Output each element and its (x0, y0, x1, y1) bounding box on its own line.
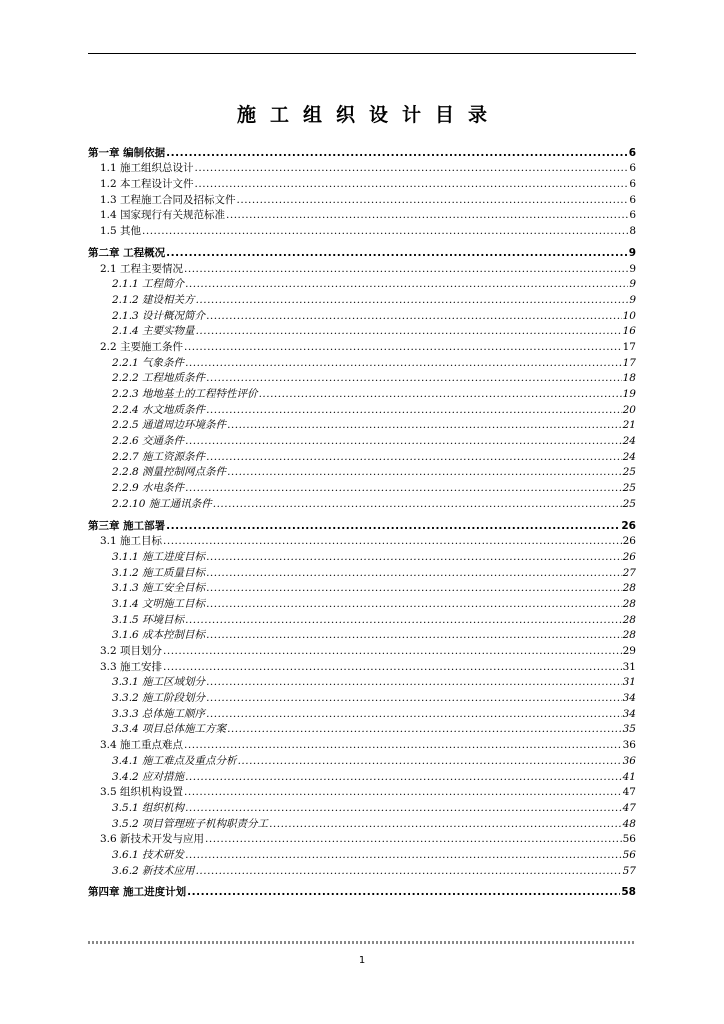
toc-dot-leader (227, 465, 622, 479)
toc-entry-title: 3.5 组织机构设置 (100, 786, 184, 799)
toc-entry-title: 3.1.4 文明施工目标 (112, 597, 206, 610)
toc-entry-page: 25 (622, 497, 636, 510)
footer-rule (88, 941, 636, 944)
toc-chapter-entry[interactable] (88, 884, 636, 900)
toc-dot-leader (184, 262, 628, 276)
toc-dot-leader (195, 177, 629, 191)
toc-dot-leader (184, 785, 622, 799)
toc-dot-leader (227, 418, 622, 432)
toc-entry-page: 48 (622, 817, 636, 830)
toc-dot-leader (196, 864, 622, 878)
toc-entry-page: 6 (629, 162, 636, 175)
toc-entry-title: 第二章 工程概况 (88, 246, 166, 259)
toc-entry-page: 24 (622, 435, 636, 448)
toc-dot-leader (206, 450, 622, 464)
toc-entry-page: 58 (621, 886, 636, 899)
toc-dot-leader (185, 481, 622, 495)
toc-dot-leader (196, 293, 629, 307)
toc-entry-title: 第四章 施工进度计划 (88, 886, 187, 899)
toc-dot-leader (185, 801, 622, 815)
toc-subsection-entry[interactable] (88, 689, 636, 705)
toc-section-entry[interactable] (88, 533, 636, 549)
toc-dot-leader (206, 675, 622, 689)
toc-subsection-entry[interactable] (88, 815, 636, 831)
toc-entry-page: 34 (622, 692, 636, 705)
toc-dot-leader (185, 434, 622, 448)
toc-entry-page: 9 (629, 293, 636, 306)
toc-entry-page: 47 (622, 786, 636, 799)
toc-entry-title: 3.3.1 施工区域划分 (112, 676, 206, 689)
toc-entry-title: 1.2 本工程设计文件 (100, 178, 194, 191)
toc-entry-title: 3.3.3 总体施工顺序 (112, 707, 206, 720)
toc-subsection-entry[interactable] (88, 705, 636, 721)
toc-dot-leader (166, 146, 628, 160)
toc-dot-leader (166, 519, 620, 533)
toc-subsection-entry[interactable] (88, 721, 636, 737)
toc-entry-title: 3.5.2 项目管理班子机构职责分工 (112, 817, 269, 830)
toc-dot-leader (185, 356, 622, 370)
toc-subsection-entry[interactable] (88, 448, 636, 464)
toc-entry-page: 9 (629, 262, 636, 275)
toc-subsection-entry[interactable] (88, 401, 636, 417)
toc-dot-leader (185, 277, 628, 291)
toc-entry-page: 26 (621, 519, 636, 532)
toc-subsection-entry[interactable] (88, 307, 636, 323)
toc-dot-leader (185, 848, 622, 862)
toc-entry-title: 3.3.4 项目总体施工方案 (112, 723, 227, 736)
toc-entry-page: 9 (628, 246, 636, 259)
toc-entry-title: 3.1.5 环境目标 (112, 613, 185, 626)
toc-section-entry[interactable] (88, 260, 636, 276)
toc-dot-leader (206, 707, 622, 721)
toc-dot-leader (205, 832, 622, 846)
toc-subsection-entry[interactable] (88, 464, 636, 480)
toc-entry-title: 3.6.1 技术研发 (112, 848, 185, 861)
toc-chapter-entry[interactable] (88, 517, 636, 533)
toc-subsection-entry[interactable] (88, 385, 636, 401)
toc-entry-page: 6 (628, 146, 636, 159)
toc-entry-title: 3.4.1 施工难点及重点分析 (112, 754, 237, 767)
page-number: 1 (358, 955, 366, 966)
toc-entry-page: 47 (622, 801, 636, 814)
toc-entry-title: 2.2.7 施工资源条件 (112, 450, 206, 463)
toc-chapter-entry[interactable] (88, 144, 636, 160)
toc-subsection-entry[interactable] (88, 752, 636, 768)
toc-dot-leader (166, 246, 628, 260)
toc-entry-title: 3.3.2 施工阶段划分 (112, 692, 206, 705)
toc-chapter-entry[interactable] (88, 244, 636, 260)
toc-subsection-entry[interactable] (88, 323, 636, 339)
header-rule (88, 53, 636, 54)
toc-entry-title: 2.2.5 通道周边环境条件 (112, 419, 227, 432)
toc-entry-page: 36 (622, 754, 636, 767)
toc-entry-title: 3.4.2 应对措施 (112, 770, 185, 783)
table-of-contents (88, 144, 636, 899)
toc-entry-page: 28 (622, 597, 636, 610)
toc-dot-leader (206, 597, 622, 611)
toc-entry-page: 28 (622, 582, 636, 595)
toc-dot-leader (187, 885, 620, 899)
toc-subsection-entry[interactable] (88, 354, 636, 370)
toc-entry-page: 10 (622, 309, 636, 322)
toc-section-entry[interactable] (88, 658, 636, 674)
toc-entry-title: 2.1.4 主要实物量 (112, 325, 195, 338)
toc-entry-page: 56 (622, 848, 636, 861)
toc-entry-page: 26 (622, 550, 636, 563)
toc-entry-title: 3.4 施工重点难点 (100, 739, 184, 752)
toc-entry-title: 1.1 施工组织总设计 (100, 162, 194, 175)
toc-entry-page: 34 (622, 707, 636, 720)
toc-entry-page: 17 (622, 356, 636, 369)
toc-dot-leader (206, 691, 622, 705)
toc-entry-title: 3.6 新技术开发与应用 (100, 833, 205, 846)
toc-dot-leader (206, 309, 622, 323)
toc-subsection-entry[interactable] (88, 548, 636, 564)
toc-dot-leader (206, 581, 622, 595)
toc-entry-page: 6 (629, 178, 636, 191)
toc-entry-page: 6 (629, 209, 636, 222)
toc-dot-leader (185, 613, 622, 627)
toc-section-entry[interactable] (88, 784, 636, 800)
toc-section-entry[interactable] (88, 338, 636, 354)
toc-subsection-entry[interactable] (88, 768, 636, 784)
toc-entry-title: 3.1.2 施工质量目标 (112, 566, 206, 579)
toc-dot-leader (226, 208, 628, 222)
toc-subsection-entry[interactable] (88, 479, 636, 495)
toc-entry-title: 2.1.2 建设相关方 (112, 293, 195, 306)
toc-entry-title: 2.2 主要施工条件 (100, 340, 184, 353)
toc-entry-page: 20 (622, 403, 636, 416)
toc-entry-page: 31 (622, 676, 636, 689)
toc-subsection-entry[interactable] (88, 799, 636, 815)
toc-dot-leader (269, 817, 622, 831)
toc-entry-page: 21 (622, 419, 636, 432)
toc-dot-leader (195, 161, 629, 175)
toc-subsection-entry[interactable] (88, 417, 636, 433)
toc-entry-page: 35 (622, 723, 636, 736)
toc-entry-page: 26 (622, 535, 636, 548)
toc-entry-title: 第三章 施工部署 (88, 519, 166, 532)
toc-subsection-entry[interactable] (88, 611, 636, 627)
toc-dot-leader (184, 340, 622, 354)
toc-dot-leader (163, 644, 622, 658)
toc-entry-title: 2.2.8 测量控制网点条件 (112, 466, 227, 479)
toc-entry-page: 57 (622, 864, 636, 877)
toc-section-entry[interactable] (88, 191, 636, 207)
toc-dot-leader (237, 193, 629, 207)
page-title: 施工组织设计目录 (236, 104, 501, 126)
toc-subsection-entry[interactable] (88, 595, 636, 611)
toc-dot-leader (238, 754, 622, 768)
toc-entry-title: 3.1 施工目标 (100, 535, 163, 548)
toc-section-entry[interactable] (88, 642, 636, 658)
toc-dot-leader (206, 550, 622, 564)
toc-dot-leader (259, 387, 622, 401)
toc-entry-page: 18 (622, 372, 636, 385)
toc-subsection-entry[interactable] (88, 564, 636, 580)
toc-entry-title: 2.2.9 水电条件 (112, 482, 185, 495)
toc-entry-page: 24 (622, 450, 636, 463)
toc-section-entry[interactable] (88, 736, 636, 752)
toc-entry-page: 28 (622, 629, 636, 642)
toc-entry-title: 2.2.4 水文地质条件 (112, 403, 206, 416)
toc-subsection-entry[interactable] (88, 495, 636, 511)
toc-subsection-entry[interactable] (88, 276, 636, 292)
toc-dot-leader (213, 497, 622, 511)
toc-subsection-entry[interactable] (88, 627, 636, 643)
toc-dot-leader (184, 738, 622, 752)
toc-entry-title: 2.1 工程主要情况 (100, 262, 184, 275)
toc-entry-title: 2.2.10 施工通讯条件 (112, 497, 212, 510)
toc-entry-page: 56 (622, 833, 636, 846)
toc-entry-page: 41 (622, 770, 636, 783)
toc-entry-title: 3.1.3 施工安全目标 (112, 582, 206, 595)
toc-dot-leader (227, 722, 622, 736)
toc-entry-title: 3.6.2 新技术应用 (112, 864, 195, 877)
toc-entry-title: 3.3 施工安排 (100, 660, 163, 673)
toc-entry-page: 36 (622, 739, 636, 752)
toc-entry-page: 17 (622, 340, 636, 353)
toc-entry-title: 2.2.1 气象条件 (112, 356, 185, 369)
toc-entry-page: 9 (629, 278, 636, 291)
toc-subsection-entry[interactable] (88, 432, 636, 448)
toc-dot-leader (163, 660, 622, 674)
toc-section-entry[interactable] (88, 222, 636, 238)
toc-subsection-entry[interactable] (88, 674, 636, 690)
toc-entry-page: 29 (622, 645, 636, 657)
toc-dot-leader (206, 566, 622, 580)
toc-subsection-entry[interactable] (88, 846, 636, 862)
toc-subsection-entry[interactable] (88, 370, 636, 386)
toc-entry-title: 2.1.1 工程简介 (112, 278, 185, 291)
toc-entry-title: 3.1.1 施工进度目标 (112, 550, 206, 563)
toc-dot-leader (185, 770, 622, 784)
toc-entry-page: 25 (622, 466, 636, 479)
toc-entry-title: 2.1.3 设计概况简介 (112, 309, 206, 322)
toc-entry-title: 2.2.3 地地基土的工程特性评价 (112, 388, 258, 400)
toc-entry-title: 1.3 工程施工合同及招标文件 (100, 193, 236, 206)
toc-subsection-entry[interactable] (88, 291, 636, 307)
toc-section-entry[interactable] (88, 160, 636, 176)
toc-entry-page: 6 (629, 193, 636, 206)
toc-entry-page: 25 (622, 482, 636, 495)
toc-section-entry[interactable] (88, 207, 636, 223)
toc-entry-page: 31 (622, 660, 636, 673)
toc-dot-leader (196, 324, 622, 338)
toc-entry-title: 3.2 项目划分 (100, 645, 163, 657)
toc-entry-title: 2.2.6 交通条件 (112, 435, 185, 448)
toc-section-entry[interactable] (88, 831, 636, 847)
toc-dot-leader (142, 224, 628, 238)
toc-dot-leader (206, 403, 622, 417)
toc-entry-page: 27 (622, 566, 636, 579)
toc-entry-title: 1.4 国家现行有关规范标准 (100, 209, 226, 222)
toc-entry-title: 3.1.6 成本控制目标 (112, 629, 206, 642)
toc-entry-title: 3.5.1 组织机构 (112, 801, 185, 814)
toc-entry-page: 8 (629, 225, 636, 238)
toc-entry-page: 19 (622, 388, 636, 400)
toc-dot-leader (206, 628, 622, 642)
toc-dot-leader (163, 534, 622, 548)
toc-entry-title: 第一章 编制依据 (88, 146, 166, 159)
toc-subsection-entry[interactable] (88, 862, 636, 878)
toc-entry-page: 28 (622, 613, 636, 626)
toc-entry-title: 2.2.2 工程地质条件 (112, 372, 206, 385)
toc-section-entry[interactable] (88, 175, 636, 191)
toc-entry-title: 1.5 其他 (100, 225, 142, 238)
toc-entry-page: 16 (622, 325, 636, 338)
toc-subsection-entry[interactable] (88, 580, 636, 596)
toc-dot-leader (206, 371, 622, 385)
